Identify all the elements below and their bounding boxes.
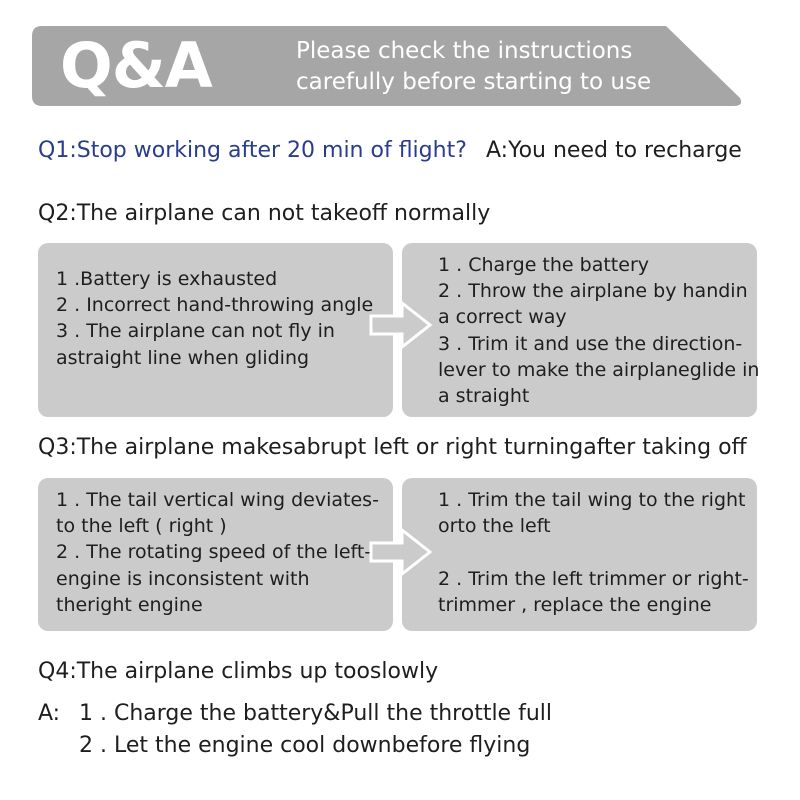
q2-cause-line: 2 . Incorrect hand-throwing angle (56, 294, 374, 317)
q3-solution-line: 1 . Trim the tail wing to the right (438, 489, 746, 511)
q2-cause-line: 3 . The airplane can not fly in (56, 320, 335, 343)
q3-cause-line: 2 . The rotating speed of the left- (56, 541, 372, 564)
q2-solutions-box (402, 243, 760, 417)
q2-solution-line: a straight (438, 385, 530, 408)
q2-solution-line: 3 . Trim it and use the direction- (438, 332, 743, 355)
q4-answer-label: A: (38, 701, 61, 726)
banner-subtitle-line-1: Please check the instructions (296, 38, 633, 64)
q2-cause-line: astraight line when gliding (56, 346, 310, 369)
q3-solution-spacer (438, 539, 757, 565)
q3-causes-box (38, 478, 393, 631)
banner-subtitle-line-2: carefully before starting to use (296, 69, 652, 95)
q3-cause-line: engine is inconsistent with (56, 567, 310, 590)
q1-answer: A:You need to recharge (486, 138, 742, 163)
q1-question: Q1:Stop working after 20 min of flight? (38, 138, 467, 163)
page-title: Q&A (60, 29, 212, 102)
q2-solution-line: 1 . Charge the battery (438, 254, 649, 276)
arrow-right-icon (368, 300, 434, 350)
q2-question: Q2:The airplane can not takeoff normally (38, 201, 491, 226)
q3-cause-line: theright engine (56, 593, 203, 616)
banner-subtitle (296, 36, 651, 98)
q3-cause-line: 1 . The tail vertical wing deviates- (56, 489, 379, 511)
q3-solution-line: trimmer , replace the engine (438, 593, 712, 616)
q4-answer-line: 1 . Charge the battery&Pull the throttle full (79, 701, 552, 726)
q4-question: Q4:The airplane climbs up tooslowly (38, 659, 439, 684)
q3-solution-line: 2 . Trim the left trimmer or right- (438, 567, 749, 590)
q2-solution-line: a correct way (438, 306, 567, 329)
q3-cause-line: to the left ( right ) (56, 515, 227, 538)
q3-solutions-box (402, 478, 757, 631)
q2-causes-box (38, 243, 393, 417)
q2-solution-line: lever to make the airplaneglide in (438, 358, 760, 381)
q2-cause-line: 1 .Battery is exhausted (56, 268, 278, 290)
q2-solution-line: 2 . Throw the airplane by handin (438, 280, 748, 303)
q3-solution-line: orto the left (438, 515, 551, 538)
header-banner (32, 26, 744, 106)
arrow-right-icon (368, 527, 434, 577)
q3-question: Q3:The airplane makesabrupt left or right turningafter taking off (38, 435, 747, 460)
q4-answer-line: 2 . Let the engine cool downbefore flying (79, 733, 531, 758)
